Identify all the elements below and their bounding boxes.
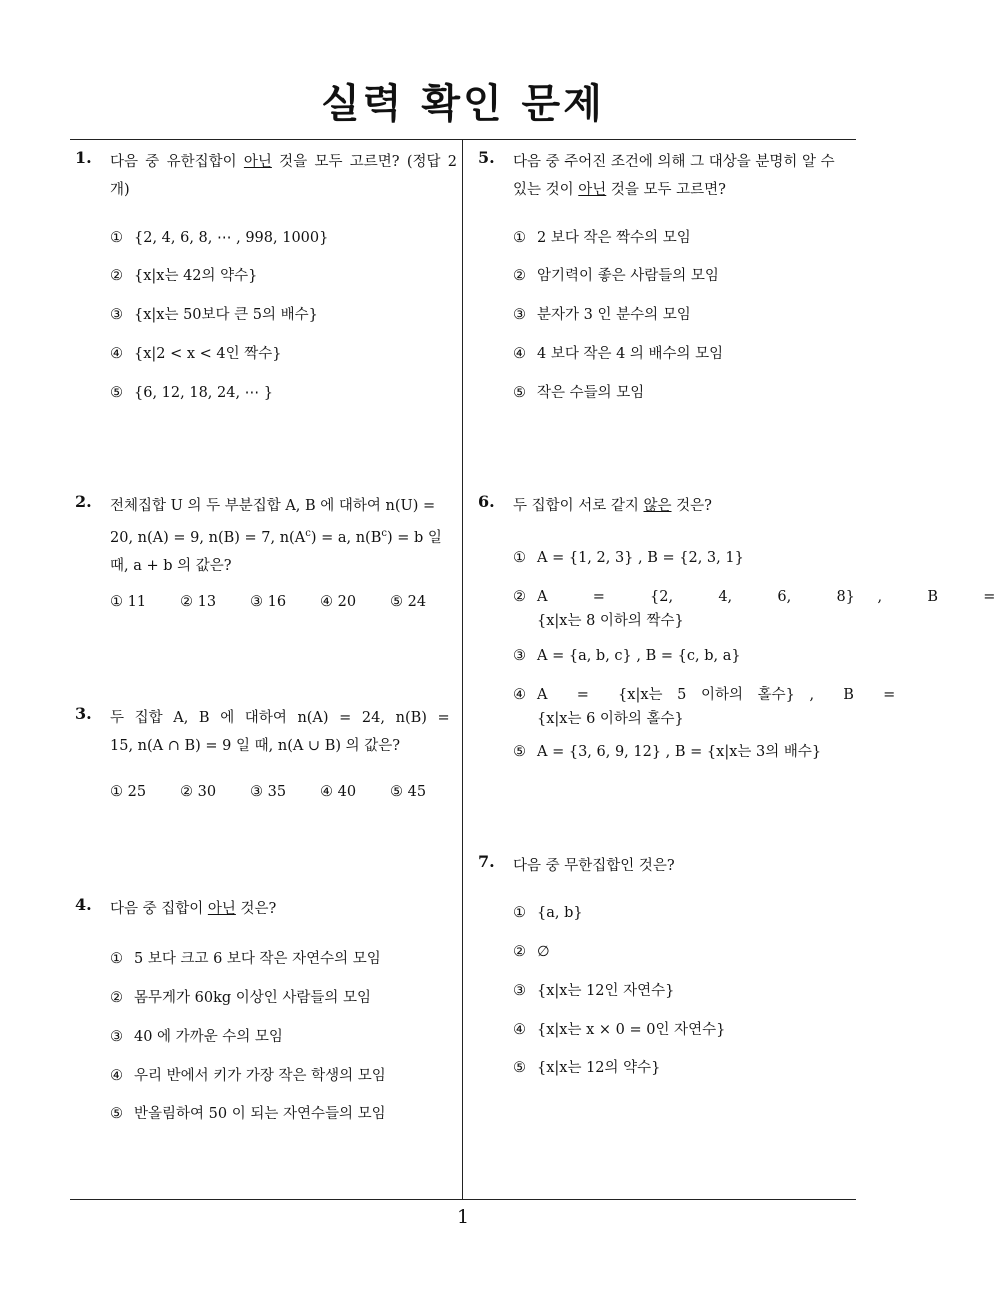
question-stem: 다음 중 무한집합인 것은? (513, 858, 675, 874)
stem-text: 있는 것이 (513, 182, 579, 198)
stem-text: 두 집합이 서로 같지 (513, 498, 644, 514)
option-mark: ② (513, 589, 526, 605)
option-1-2[interactable] (110, 264, 450, 288)
question-number: 1. (75, 148, 92, 167)
question-2 (75, 492, 457, 580)
option-mark: ② (110, 268, 123, 284)
option-text: 2 보다 작은 짝수의 모임 (537, 230, 691, 246)
option-text: 반올림하여 50 이 되는 자연수들의 모임 (134, 1106, 386, 1122)
option-text: {2, 4, 6, 8, ⋯ , 998, 1000} (134, 230, 329, 246)
option-text: 4 보다 작은 4 의 배수의 모임 (537, 346, 724, 362)
option-line: A = {x|x는 5 이하의 홀수} , B = (537, 687, 896, 703)
stem-line (110, 520, 457, 552)
option-mark: ② (110, 990, 123, 1006)
question-stem (110, 492, 457, 580)
page-number: 1 (456, 1206, 470, 1228)
option-text (537, 740, 848, 764)
option-text: 40 에 가까운 수의 모임 (134, 1029, 283, 1045)
option-mark: ① (513, 230, 526, 246)
question-stem (110, 148, 457, 204)
option-5-2[interactable] (513, 264, 853, 288)
option-1-1[interactable] (110, 226, 450, 250)
stem-text: 것은? (671, 498, 712, 514)
option-line: A = {2, 4, 6, 8} , B = (537, 589, 995, 605)
option-mark: ⑤ (513, 385, 526, 401)
option-3-5[interactable]: ⑤ 45 (390, 784, 427, 800)
option-text: {x|x는 x × 0 = 0인 자연수} (537, 1022, 726, 1038)
option-text: {x|2 < x < 4인 짝수} (134, 346, 282, 362)
question-number: 3. (75, 704, 92, 723)
option-mark: ① (513, 550, 526, 566)
option-3-2[interactable]: ② 30 (180, 784, 217, 800)
option-mark: ② (513, 944, 526, 960)
option-1-3[interactable] (110, 303, 450, 327)
option-text: 작은 수들의 모임 (537, 385, 645, 401)
stem-text: ) = a, n(B (310, 529, 382, 546)
option-4-3[interactable] (110, 1025, 450, 1049)
option-mark: ⑤ (110, 1106, 123, 1122)
option-text (537, 546, 848, 570)
option-5-1[interactable] (513, 226, 853, 250)
option-line: {x|x는 8 이하의 짝수} (537, 613, 684, 629)
stem-text: 것을 모두 고르면? (606, 182, 726, 198)
option-text: 암기력이 좋은 사람들의 모임 (537, 268, 719, 284)
option-1-4[interactable] (110, 342, 450, 366)
question-6 (478, 492, 860, 520)
superscript: c (305, 528, 311, 539)
option-mark: ① (110, 230, 123, 246)
option-line: A = {3, 6, 9, 12} , B = {x|x는 3의 배수} (537, 744, 822, 760)
option-7-5[interactable] (513, 1056, 853, 1080)
option-3-4[interactable]: ④ 40 (320, 784, 357, 800)
option-mark: ⑤ (513, 1060, 526, 1076)
option-2-5[interactable]: ⑤ 24 (390, 594, 427, 610)
option-text: 몸무게가 60kg 이상인 사람들의 모임 (134, 990, 372, 1006)
stem-line: 때, a + b 의 값은? (110, 557, 232, 574)
top-rule (70, 139, 856, 140)
options-row-2 (110, 594, 460, 610)
option-mark: ④ (513, 1022, 526, 1038)
stem-underlined: 않은 (643, 498, 672, 514)
option-mark: ⑤ (110, 385, 123, 401)
stem-text: ) = b 일 (386, 529, 442, 546)
option-mark: ③ (513, 983, 526, 999)
question-7 (478, 852, 860, 880)
option-2-3[interactable]: ③ 16 (250, 594, 287, 610)
option-text: {x|x는 12의 약수} (537, 1060, 661, 1076)
option-mark: ④ (110, 346, 123, 362)
option-text: {a, b} (537, 905, 583, 921)
option-4-1[interactable] (110, 947, 450, 971)
question-number: 4. (75, 895, 92, 914)
stem-line: 두 집합 A, B 에 대하여 n(A) = 24, n(B) = (110, 710, 450, 726)
option-mark: ② (513, 268, 526, 284)
option-5-4[interactable] (513, 342, 853, 366)
question-stem (513, 148, 860, 204)
stem-underlined: 아닌 (578, 182, 607, 198)
option-1-5[interactable] (110, 381, 450, 405)
option-line: A = {a, b, c} , B = {c, b, a} (537, 648, 741, 664)
question-stem (513, 492, 860, 520)
question-number: 6. (478, 492, 495, 511)
option-text: ∅ (537, 944, 550, 960)
option-mark: ④ (110, 1068, 123, 1084)
option-5-3[interactable] (513, 303, 853, 327)
option-6-5[interactable] (513, 740, 848, 764)
superscript: c (381, 528, 387, 539)
page-title: 실력 확인 문제 (321, 81, 605, 127)
option-text: {6, 12, 18, 24, ⋯ } (134, 385, 274, 401)
question-stem (110, 895, 457, 923)
option-7-2[interactable] (513, 940, 853, 964)
option-text: 우리 반에서 키가 가장 작은 학생의 모임 (134, 1068, 386, 1084)
options-row-3 (110, 784, 460, 800)
option-text (537, 585, 995, 633)
stem-line (513, 176, 860, 204)
option-6-2[interactable] (513, 585, 995, 633)
stem-underlined: 아닌 (243, 154, 272, 170)
stem-text: 것을 모두 고르면? (정답 2 개) (110, 154, 458, 198)
stem-line: 다음 중 주어진 조건에 의해 그 대상을 분명히 알 수 (513, 154, 835, 170)
question-number: 5. (478, 148, 495, 167)
question-4 (75, 895, 457, 923)
question-number: 7. (478, 852, 495, 871)
option-text (537, 644, 848, 668)
option-text: 5 보다 크고 6 보다 작은 자연수의 모임 (134, 951, 381, 967)
option-7-3[interactable] (513, 979, 853, 1003)
option-3-1[interactable]: ① 25 (110, 784, 147, 800)
option-4-2[interactable] (110, 986, 450, 1010)
option-mark: ③ (110, 1029, 123, 1045)
option-mark: ④ (513, 687, 526, 703)
option-5-5[interactable] (513, 381, 853, 405)
option-text: {x|x는 12인 자연수} (537, 983, 675, 999)
option-2-4[interactable]: ④ 20 (320, 594, 357, 610)
stem-line: 전체집합 U 의 두 부분집합 A, B 에 대하여 n(U) = (110, 498, 436, 514)
option-2-1[interactable]: ① 11 (110, 594, 147, 610)
stem-text: 20, n(A) = 9, n(B) = 7, n(A (110, 529, 306, 546)
option-6-3[interactable] (513, 644, 848, 668)
stem-text: 다음 중 집합이 (110, 901, 208, 917)
option-mark: ④ (513, 346, 526, 362)
option-mark: ③ (513, 307, 526, 323)
option-mark: ① (110, 951, 123, 967)
option-mark: ① (513, 905, 526, 921)
question-3 (75, 704, 457, 760)
option-mark: ⑤ (513, 744, 526, 760)
stem-underlined: 아닌 (207, 901, 236, 917)
option-2-2[interactable]: ② 13 (180, 594, 217, 610)
option-7-1[interactable] (513, 901, 853, 925)
option-6-4[interactable] (513, 683, 896, 731)
option-mark: ③ (110, 307, 123, 323)
option-6-1[interactable] (513, 546, 848, 570)
question-stem (110, 704, 457, 760)
stem-text: 것은? (235, 901, 277, 917)
stem-text: 다음 중 유한집합이 (110, 154, 244, 170)
column-divider (462, 140, 463, 1199)
bottom-rule (70, 1199, 856, 1200)
option-4-5[interactable] (110, 1102, 450, 1126)
option-mark: ③ (513, 648, 526, 664)
question-5 (478, 148, 860, 204)
option-text (537, 683, 895, 731)
option-text: {x|x는 50보다 큰 5의 배수} (134, 307, 318, 323)
question-1 (75, 148, 457, 204)
option-text: {x|x는 42의 약수} (134, 268, 258, 284)
option-4-4[interactable] (110, 1064, 450, 1088)
option-line: {x|x는 6 이하의 홀수} (537, 711, 684, 727)
option-3-3[interactable]: ③ 35 (250, 784, 287, 800)
stem-line: 15, n(A ∩ B) = 9 일 때, n(A ∪ B) 의 값은? (110, 738, 401, 754)
option-7-4[interactable] (513, 1018, 853, 1042)
question-number: 2. (75, 492, 92, 511)
option-line: A = {1, 2, 3} , B = {2, 3, 1} (537, 550, 744, 566)
option-text: 분자가 3 인 분수의 모임 (537, 307, 691, 323)
